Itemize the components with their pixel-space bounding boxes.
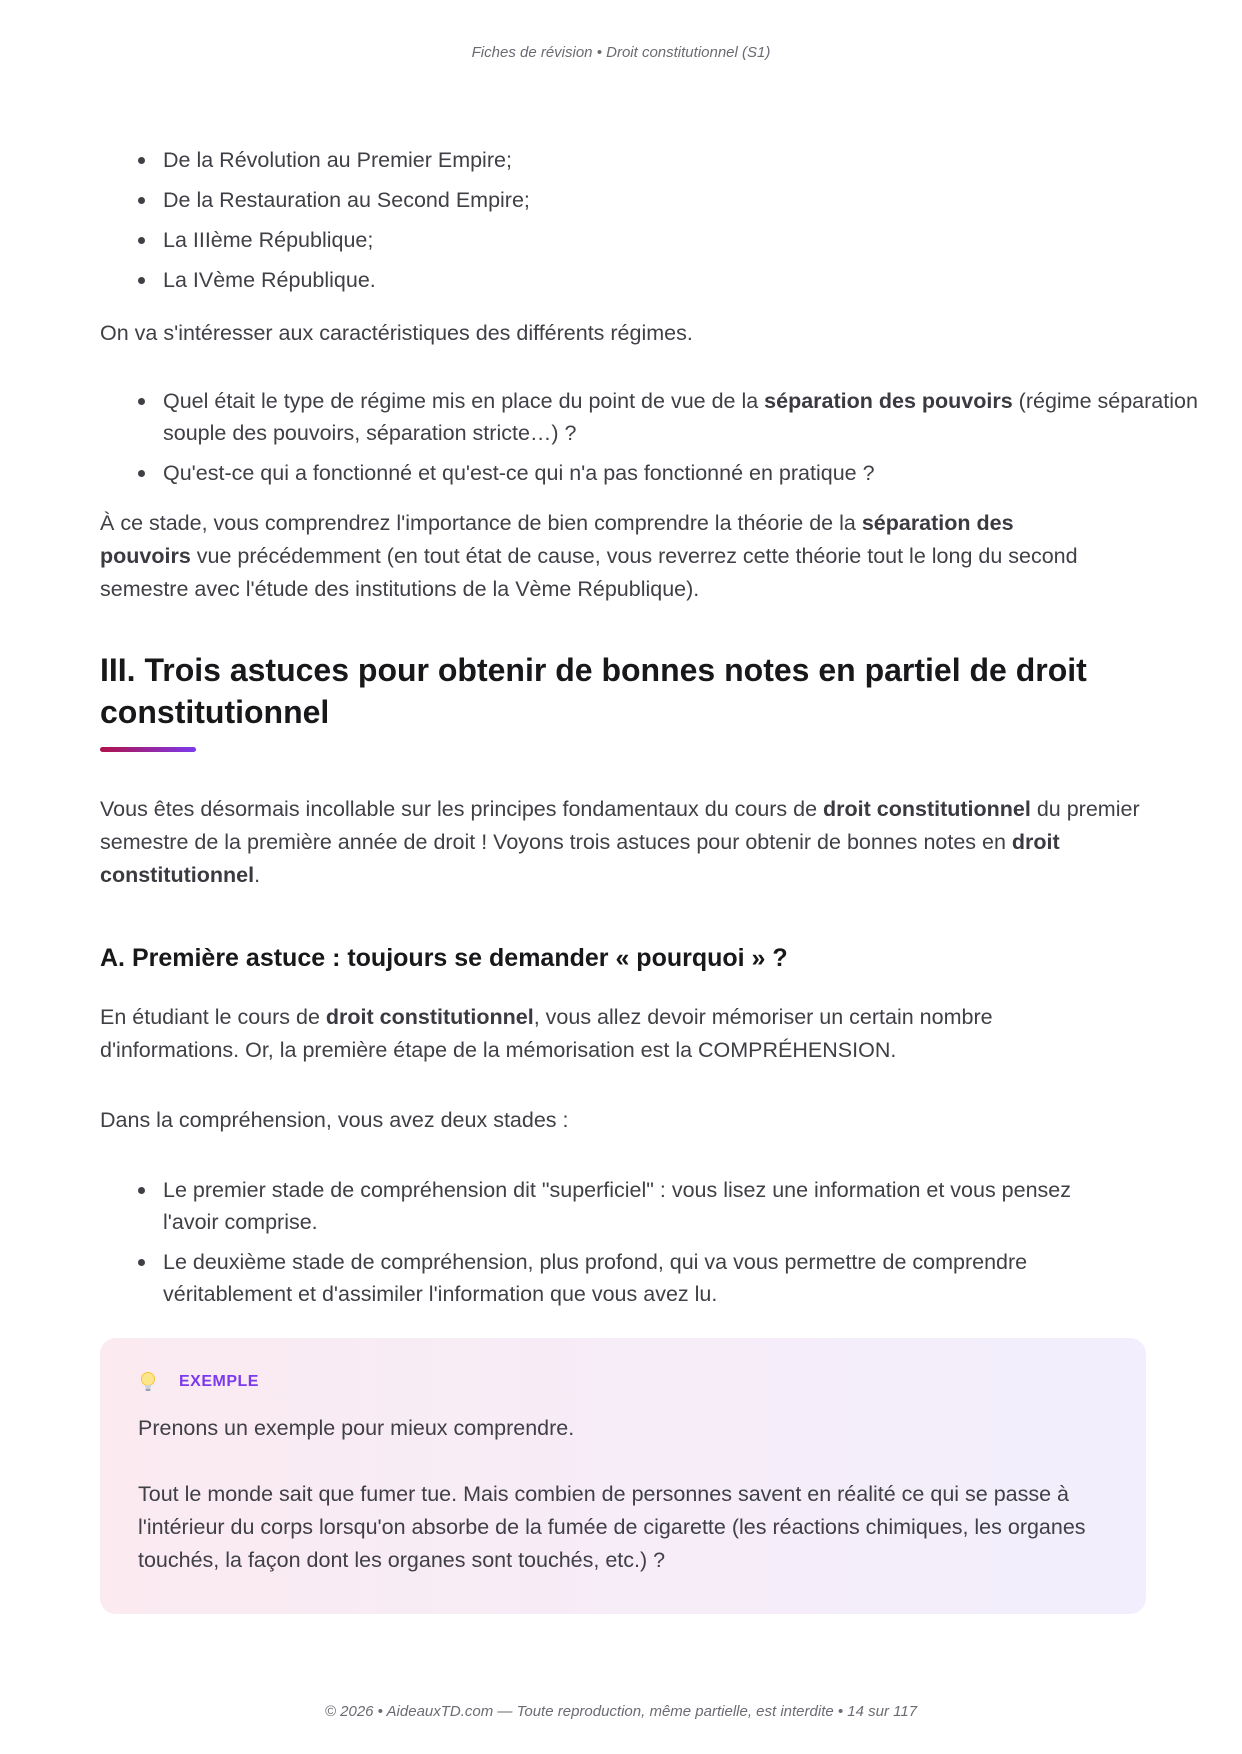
section-title: III. Trois astuces pour obtenir de bonnes notes en partiel de droit constitutionnel bbox=[100, 652, 1087, 730]
stages-list bbox=[100, 1174, 1223, 1310]
paragraph-emphasis: droit constitutionnel bbox=[823, 797, 1031, 821]
paragraph-text: vue précédemment (en tout état de cause, vous reverrez cette théorie tout le long du second semestre avec l'étude des institutions de la Vème République). bbox=[100, 544, 1078, 601]
stage-paragraph bbox=[100, 507, 1110, 606]
running-header: Fiches de révision • Droit constitutionnel (S1) bbox=[471, 44, 771, 61]
callout-paragraph: Tout le monde sait que fumer tue. Mais combien de personnes savent en réalité ce qui se passe à l'intérieur du corps lorsqu'on absorbe de la fumée de cigarette (les réactions chimiques, les organes touchés, la façon dont les organes sont touchés, etc.) ? bbox=[138, 1482, 1086, 1572]
periods-list bbox=[100, 144, 1203, 296]
paragraph-emphasis: séparation des pouvoirs bbox=[100, 511, 1014, 568]
running-footer: © 2026 • AideauxTD.com — Toute reproduction, même partielle, est interdite • 14 sur 117 bbox=[324, 1703, 918, 1720]
paragraph-text: . bbox=[254, 863, 261, 887]
list-item: Le deuxième stade de compréhension, plus profond, qui va vous permettre de comprendre véritablement et d'assimiler l'information que vous avez lu. bbox=[163, 1246, 1138, 1310]
paragraph-text: , vous allez devoir mémoriser un certain nombre d'informations. Or, la première étape de la mémorisation est la COMPRÉHENSION. bbox=[100, 1005, 993, 1062]
callout-paragraph: Prenons un exemple pour mieux comprendre. bbox=[138, 1416, 575, 1440]
subsection-paragraph bbox=[100, 1001, 1100, 1067]
list-item: De la Restauration au Second Empire; bbox=[163, 184, 1203, 216]
questions-list bbox=[100, 385, 1203, 489]
lightbulb-icon bbox=[138, 1370, 158, 1394]
regimes-intro: On va s'intéresser aux caractéristiques des différents régimes. bbox=[100, 321, 693, 345]
paragraph-text: du premier semestre de la première année de droit ! Voyons trois astuces pour obtenir de bonnes notes en bbox=[100, 797, 1140, 854]
callout-header bbox=[138, 1370, 1108, 1394]
paragraph-text: En étudiant le cours de bbox=[100, 1005, 326, 1029]
subsection-title: A. Première astuce : toujours se demander « pourquoi » ? bbox=[100, 944, 788, 972]
paragraph-emphasis: droit constitutionnel bbox=[325, 1005, 534, 1029]
list-item: La IIIème République; bbox=[163, 224, 1203, 256]
example-callout bbox=[100, 1338, 1146, 1614]
question-text: (régime séparation souple des pouvoirs, séparation stricte…) ? bbox=[163, 389, 1198, 445]
list-item bbox=[163, 385, 1203, 449]
paragraph-emphasis: droit constitutionnel bbox=[100, 830, 1060, 887]
stages-intro: Dans la compréhension, vous avez deux stades : bbox=[100, 1108, 569, 1132]
question-text: Quel était le type de régime mis en place du point de vue de la bbox=[163, 389, 765, 413]
callout-label: EXEMPLE bbox=[179, 1373, 259, 1390]
section-intro bbox=[100, 793, 1140, 892]
question-emphasis: séparation des pouvoirs bbox=[764, 389, 1013, 413]
paragraph-text: À ce stade, vous comprendrez l'importance de bien comprendre la théorie de la bbox=[100, 511, 862, 535]
list-item: Qu'est-ce qui a fonctionné et qu'est-ce qui n'a pas fonctionné en pratique ? bbox=[163, 457, 1203, 489]
list-item: Le premier stade de compréhension dit "superficiel" : vous lisez une information et vous pensez l'avoir comprise. bbox=[163, 1174, 1098, 1238]
title-underline bbox=[100, 747, 196, 752]
list-item: La IVème République. bbox=[163, 264, 1203, 296]
list-item: De la Révolution au Premier Empire; bbox=[163, 144, 1203, 176]
paragraph-text: Vous êtes désormais incollable sur les principes fondamentaux du cours de bbox=[100, 797, 824, 821]
